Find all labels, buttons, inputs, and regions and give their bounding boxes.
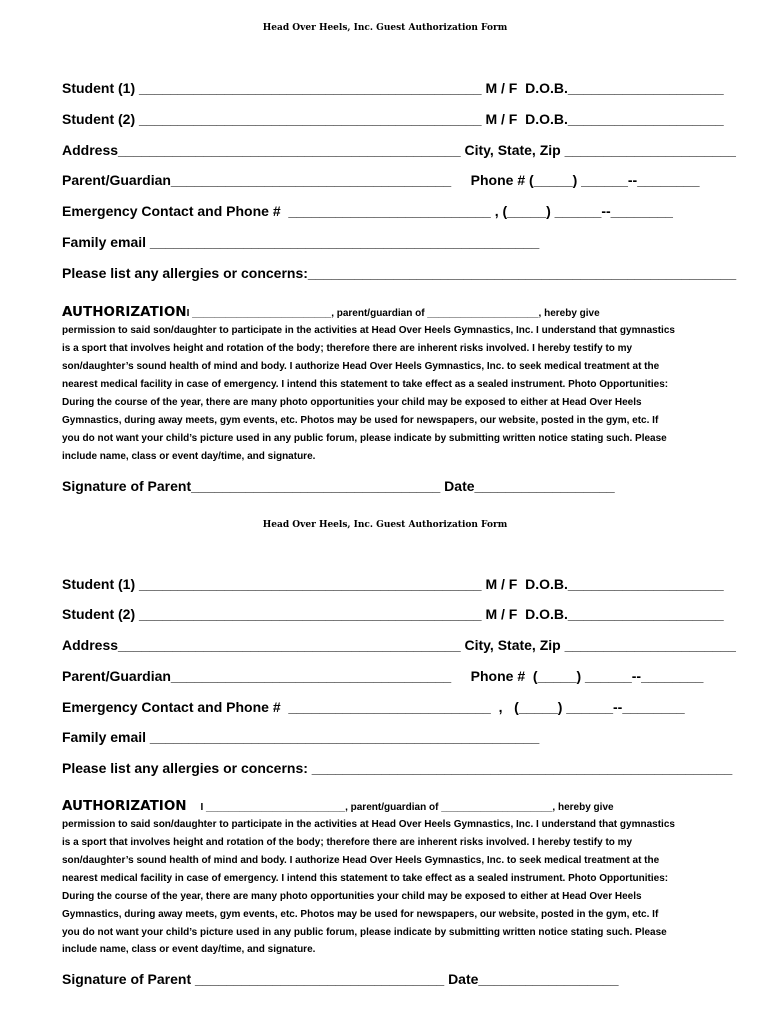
authorization-body-line: include name, class or event day/time, and signature. [62,451,316,462]
parent-guardian-field: Parent/Guardian____________________________________ Phone # (_____) ______--________ [62,172,700,188]
authorization-body-line: During the course of the year, there are many photo opportunities your child may be exposed to either at Head Over Heels [62,891,642,902]
authorization-form-1 [0,0,770,500]
authorization-body-line: is a sport that involves height and rotation of the body; therefore there are inherent risks involved. I hereby testify to my [62,837,633,848]
authorization-body-line: you do not want your child’s picture used in any public forum, please indicate by submitting written notice stating such. Please [62,433,667,444]
authorization-body-line: Gymnastics, during away meets, gym events, etc. Photos may be used for newspapers, our website, posted in the gym, etc. If [62,909,659,920]
authorization-form-2 [0,497,770,997]
authorization-intro: I _________________________, parent/guardian of ____________________, hereby give [186,308,600,319]
authorization-body-line: During the course of the year, there are many photo opportunities your child may be exposed to either at Head Over Heels [62,397,642,408]
authorization-body-line: is a sport that involves height and rotation of the body; therefore there are inherent risks involved. I hereby testify to my [62,343,633,354]
student-1-field: Student (1) ____________________________________________ M / F D.O.B.____________________ [62,576,724,592]
authorization-intro: I _________________________, parent/guardian of ____________________, hereby give [186,802,614,813]
authorization-line [62,303,600,320]
form-title: Head Over Heels, Inc. Guest Authorization Form [262,23,508,33]
allergies-field: Please list any allergies or concerns:_______________________________________________________ [62,265,737,281]
signature-date-line: Signature of Parent________________________________ Date__________________ [62,478,615,494]
family-email-field: Family email __________________________________________________ [62,234,540,250]
authorization-heading: AUTHORIZATION [62,798,187,814]
authorization-body-line: son/daughter’s sound health of mind and body. I authorize Head Over Heels Gymnastics, Inc. to seek medical treatment at the [62,855,660,866]
address-field: Address____________________________________________ City, State, Zip ______________________ [62,142,736,158]
authorization-body-line: permission to said son/daughter to participate in the activities at Head Over Heels Gymnastics, Inc. I understand that gymnastics [62,325,675,336]
parent-guardian-field: Parent/Guardian____________________________________ Phone # (_____) ______--________ [62,668,704,684]
student-2-field: Student (2) ____________________________________________ M / F D.O.B.____________________ [62,606,724,622]
address-field: Address____________________________________________ City, State, Zip ______________________ [62,637,736,653]
authorization-body-line: nearest medical facility in case of emergency. I intend this statement to take effect as a sealed instrument. Photo Opportunities: [62,873,669,884]
authorization-body-line: permission to said son/daughter to participate in the activities at Head Over Heels Gymnastics, Inc. I understand that gymnastics [62,819,675,830]
authorization-body-line: son/daughter’s sound health of mind and body. I authorize Head Over Heels Gymnastics, Inc. to seek medical treatment at the [62,361,660,372]
authorization-body-line: Gymnastics, during away meets, gym events, etc. Photos may be used for newspapers, our website, posted in the gym, etc. If [62,415,659,426]
student-1-field: Student (1) ____________________________________________ M / F D.O.B.____________________ [62,80,724,96]
allergies-field: Please list any allergies or concerns: ______________________________________________________ [62,760,733,776]
family-email-field: Family email __________________________________________________ [62,729,540,745]
form-title: Head Over Heels, Inc. Guest Authorization Form [262,520,508,530]
authorization-body-line: include name, class or event day/time, and signature. [62,944,316,955]
signature-date-line: Signature of Parent ________________________________ Date__________________ [62,971,619,987]
emergency-contact-field: Emergency Contact and Phone # __________________________ , (_____) ______--________ [62,699,685,715]
authorization-line [62,797,614,814]
emergency-contact-field: Emergency Contact and Phone # __________________________ , (_____) ______--________ [62,203,673,219]
student-2-field: Student (2) ____________________________________________ M / F D.O.B.____________________ [62,111,724,127]
authorization-body-line: you do not want your child’s picture used in any public forum, please indicate by submitting written notice stating such. Please [62,927,667,938]
authorization-heading: AUTHORIZATION [62,304,187,320]
authorization-body-line: nearest medical facility in case of emergency. I intend this statement to take effect as a sealed instrument. Photo Opportunities: [62,379,669,390]
